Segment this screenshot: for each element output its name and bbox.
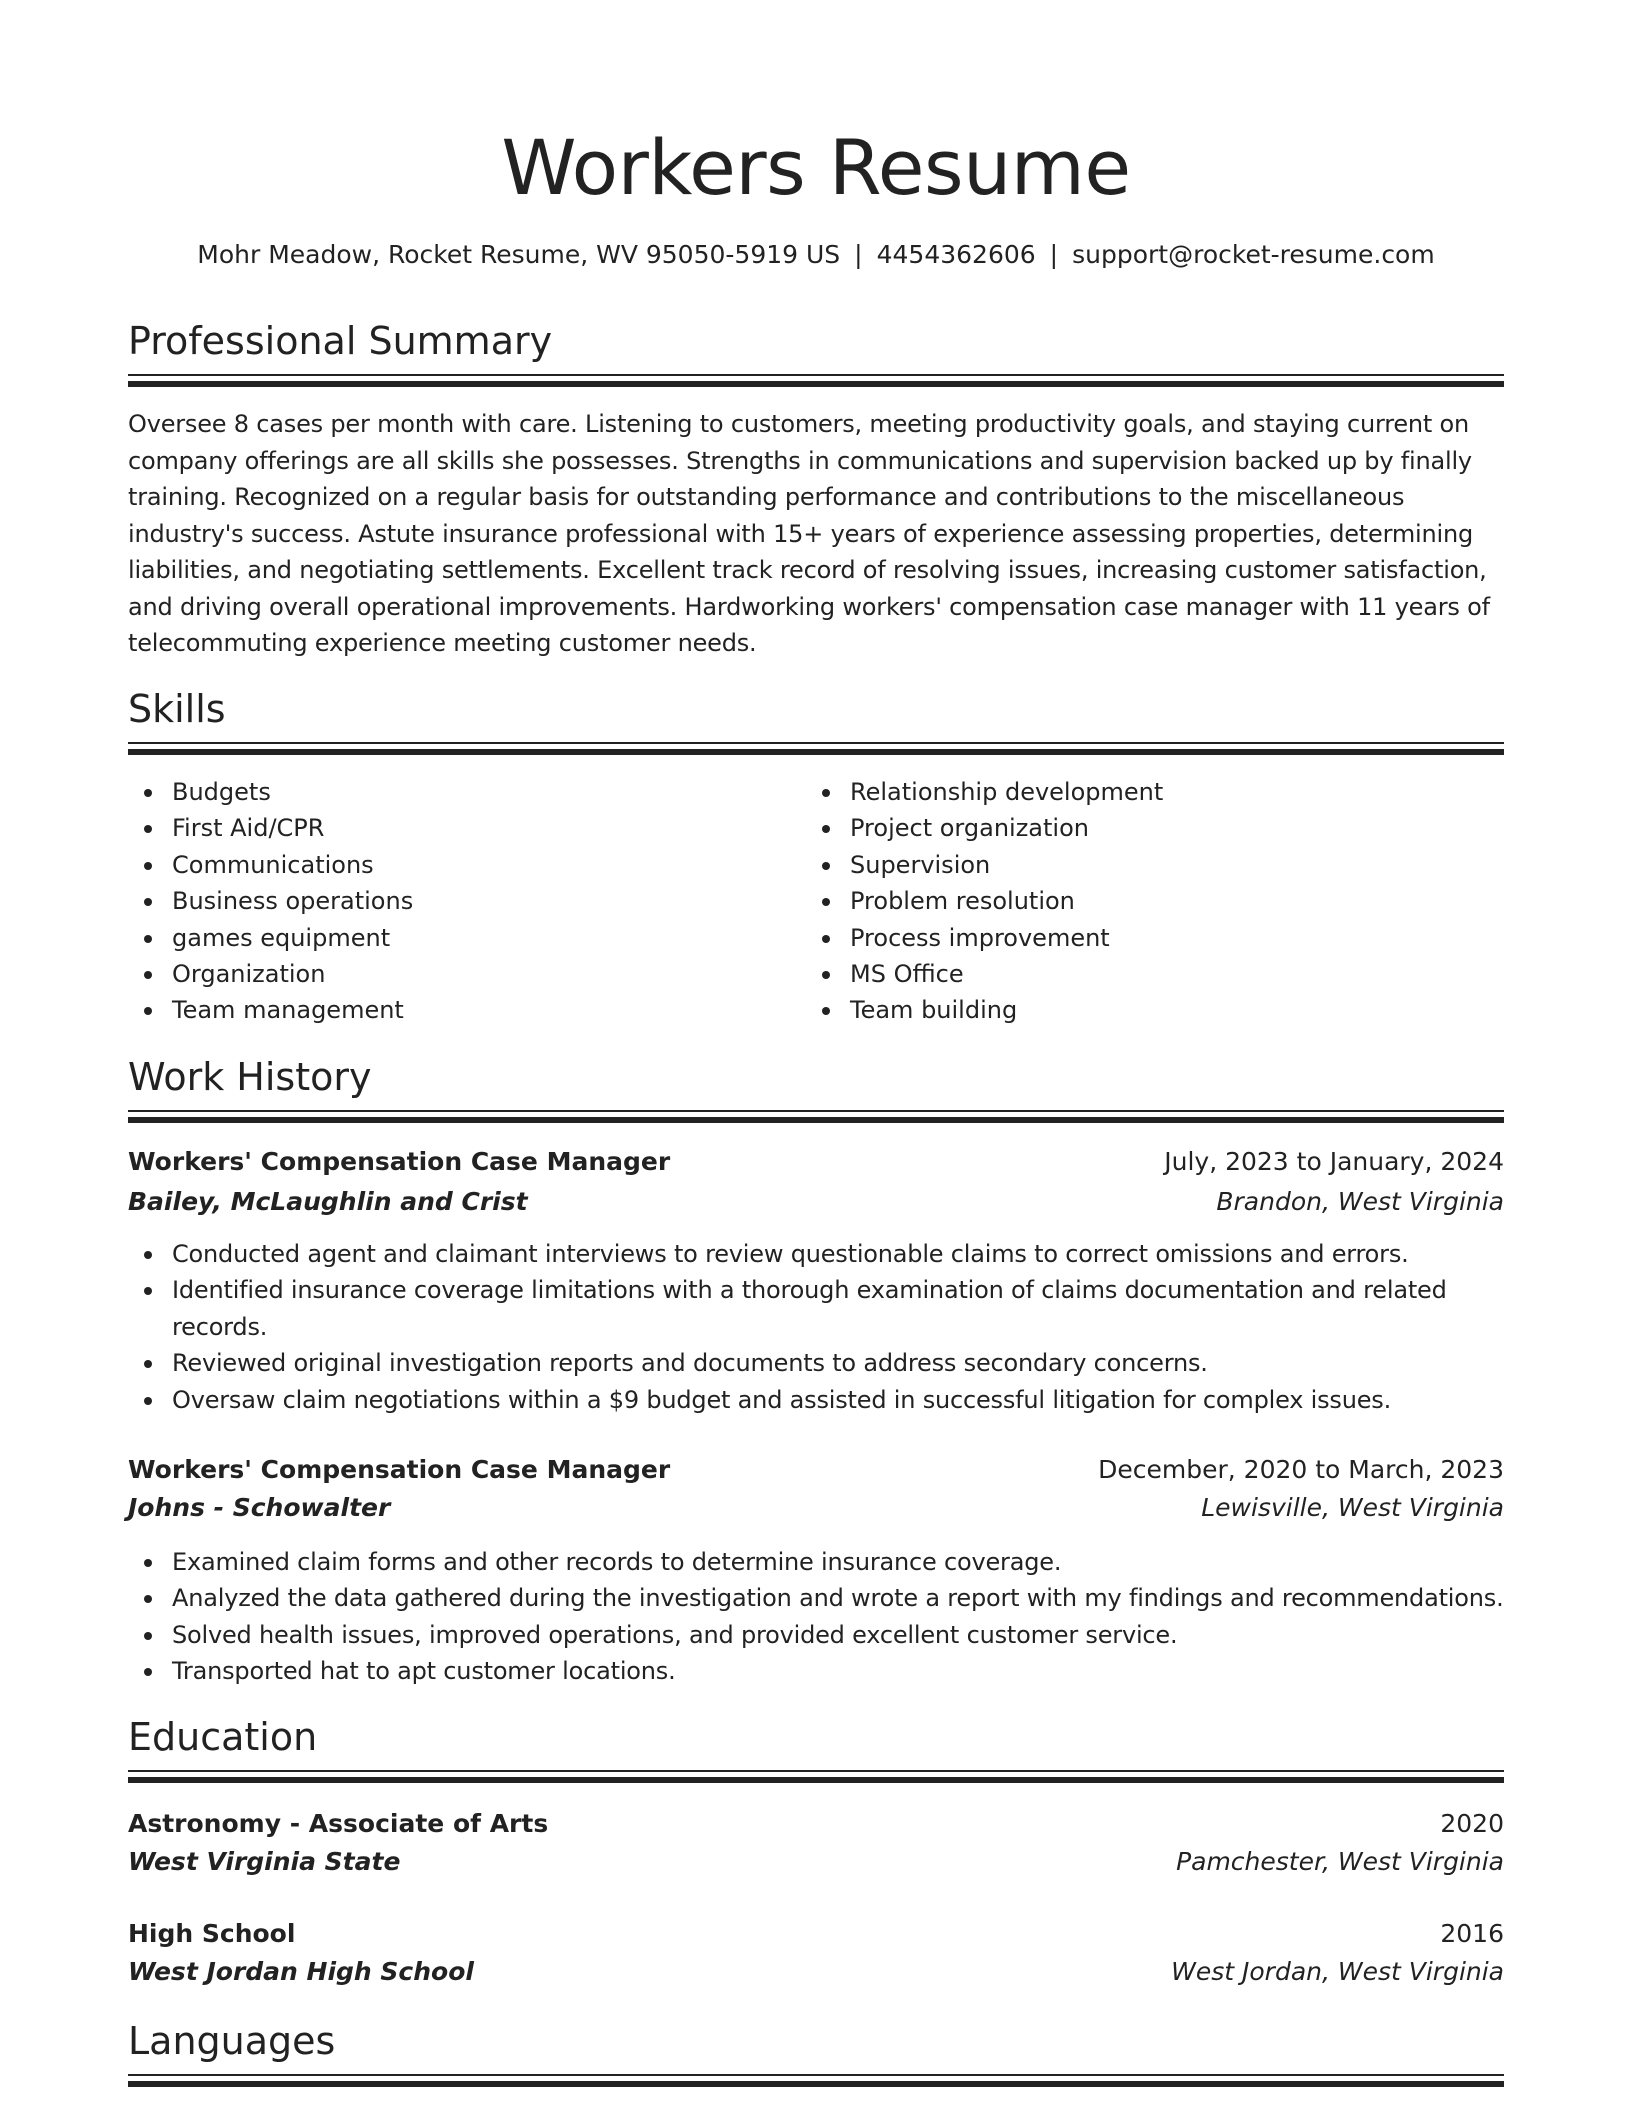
job-bullet: Solved health issues, improved operations, and provided excellent customer service. — [128, 1617, 1504, 1653]
skill-item: Communications — [128, 847, 788, 883]
skill-item: MS Office — [806, 956, 1486, 992]
job-location: Lewisville, West Virginia — [1201, 1493, 1504, 1522]
job-location: Brandon, West Virginia — [1216, 1187, 1504, 1216]
education-header — [128, 1804, 1504, 1844]
skill-item: Relationship development — [806, 774, 1486, 810]
contact-separator: | — [1049, 240, 1059, 269]
contact-phone: 4454362606 — [876, 240, 1036, 269]
education-header — [128, 1914, 1504, 1954]
contact-separator: | — [854, 240, 863, 269]
education-school: West Virginia State — [128, 1847, 401, 1876]
job-bullet: Oversaw claim negotiations within a $9 budget and assisted in successful litigation for complex issues. — [128, 1382, 1504, 1418]
skill-item: Problem resolution — [806, 883, 1486, 919]
job-dates: December, 2020 to March, 2023 — [1098, 1455, 1504, 1484]
education-location: Pamchester, West Virginia — [1176, 1847, 1504, 1876]
section-divider — [128, 1110, 1504, 1123]
section-divider — [128, 2074, 1504, 2087]
education-year: 2016 — [1440, 1919, 1504, 1948]
job-bullet: Transported hat to apt customer locations. — [128, 1653, 1504, 1689]
skill-item: Business operations — [128, 883, 788, 919]
job-bullet: Conducted agent and claimant interviews to review questionable claims to correct omissions and errors. — [128, 1236, 1504, 1272]
job-bullets — [128, 1236, 1504, 1418]
education-location: West Jordan, West Virginia — [1171, 1957, 1504, 1986]
job-bullet: Reviewed original investigation reports and documents to address secondary concerns. — [128, 1345, 1504, 1381]
section-divider — [128, 1770, 1504, 1783]
section-title-work: Work History — [128, 1055, 372, 1099]
section-divider — [128, 742, 1504, 755]
section-divider — [128, 374, 1504, 387]
education-subheader — [128, 1842, 1504, 1882]
contact-line — [128, 238, 1504, 272]
job-company: Bailey, McLaughlin and Crist — [128, 1187, 528, 1216]
job-header — [128, 1450, 1504, 1490]
skills-list-right — [806, 774, 1486, 1029]
job-bullet: Examined claim forms and other records to determine insurance coverage. — [128, 1544, 1504, 1580]
job-subheader — [128, 1488, 1504, 1528]
skill-item: Process improvement — [806, 920, 1486, 956]
skill-item: games equipment — [128, 920, 788, 956]
education-degree: High School — [128, 1919, 296, 1948]
job-title: Workers' Compensation Case Manager — [128, 1455, 671, 1484]
job-dates: July, 2023 to January, 2024 — [1164, 1147, 1504, 1176]
summary-text: Oversee 8 cases per month with care. Listening to customers, meeting productivity goals, and staying current on company offerings are all skills she possesses. Strengths in communications and supervision backed up by finally training. Recognized on a regular basis for outstanding performance and contributions to the miscellaneous industry's success. Astute insurance professional with 15+ years of experience assessing properties, determining liabilities, and negotiating settlements. Excellent track record of resolving issues, increasing customer satisfaction, and driving overall operational improvements. Hardworking workers' compensation case manager with 11 years of telecommuting experience meeting customer needs. — [128, 410, 1490, 657]
job-bullets — [128, 1544, 1504, 1690]
skill-item: Budgets — [128, 774, 788, 810]
skill-item: First Aid/CPR — [128, 810, 788, 846]
skill-item: Supervision — [806, 847, 1486, 883]
skill-item: Project organization — [806, 810, 1486, 846]
job-company: Johns - Schowalter — [128, 1493, 391, 1522]
job-title: Workers' Compensation Case Manager — [128, 1147, 671, 1176]
skill-item: Team management — [128, 992, 788, 1028]
section-title-education: Education — [128, 1715, 318, 1759]
skills-list-left — [128, 774, 788, 1029]
resume-name: Workers Resume — [501, 123, 1131, 212]
section-title-skills: Skills — [128, 687, 226, 731]
skill-item: Team building — [806, 992, 1486, 1028]
education-school: West Jordan High School — [128, 1957, 474, 1986]
education-subheader — [128, 1952, 1504, 1992]
job-header — [128, 1142, 1504, 1182]
skill-item: Organization — [128, 956, 788, 992]
contact-address: Mohr Meadow, Rocket Resume, WV 95050-5919 US — [197, 240, 841, 269]
education-year: 2020 — [1440, 1809, 1504, 1838]
contact-email: support@rocket-resume.com — [1072, 240, 1435, 269]
education-degree: Astronomy - Associate of Arts — [128, 1809, 549, 1838]
section-title-summary: Professional Summary — [128, 319, 553, 363]
job-subheader — [128, 1182, 1504, 1222]
job-bullet: Identified insurance coverage limitations with a thorough examination of claims documentation and related records. — [128, 1272, 1504, 1345]
section-title-languages: Languages — [128, 2019, 336, 2063]
job-bullet: Analyzed the data gathered during the investigation and wrote a report with my findings and recommendations. — [128, 1580, 1504, 1616]
